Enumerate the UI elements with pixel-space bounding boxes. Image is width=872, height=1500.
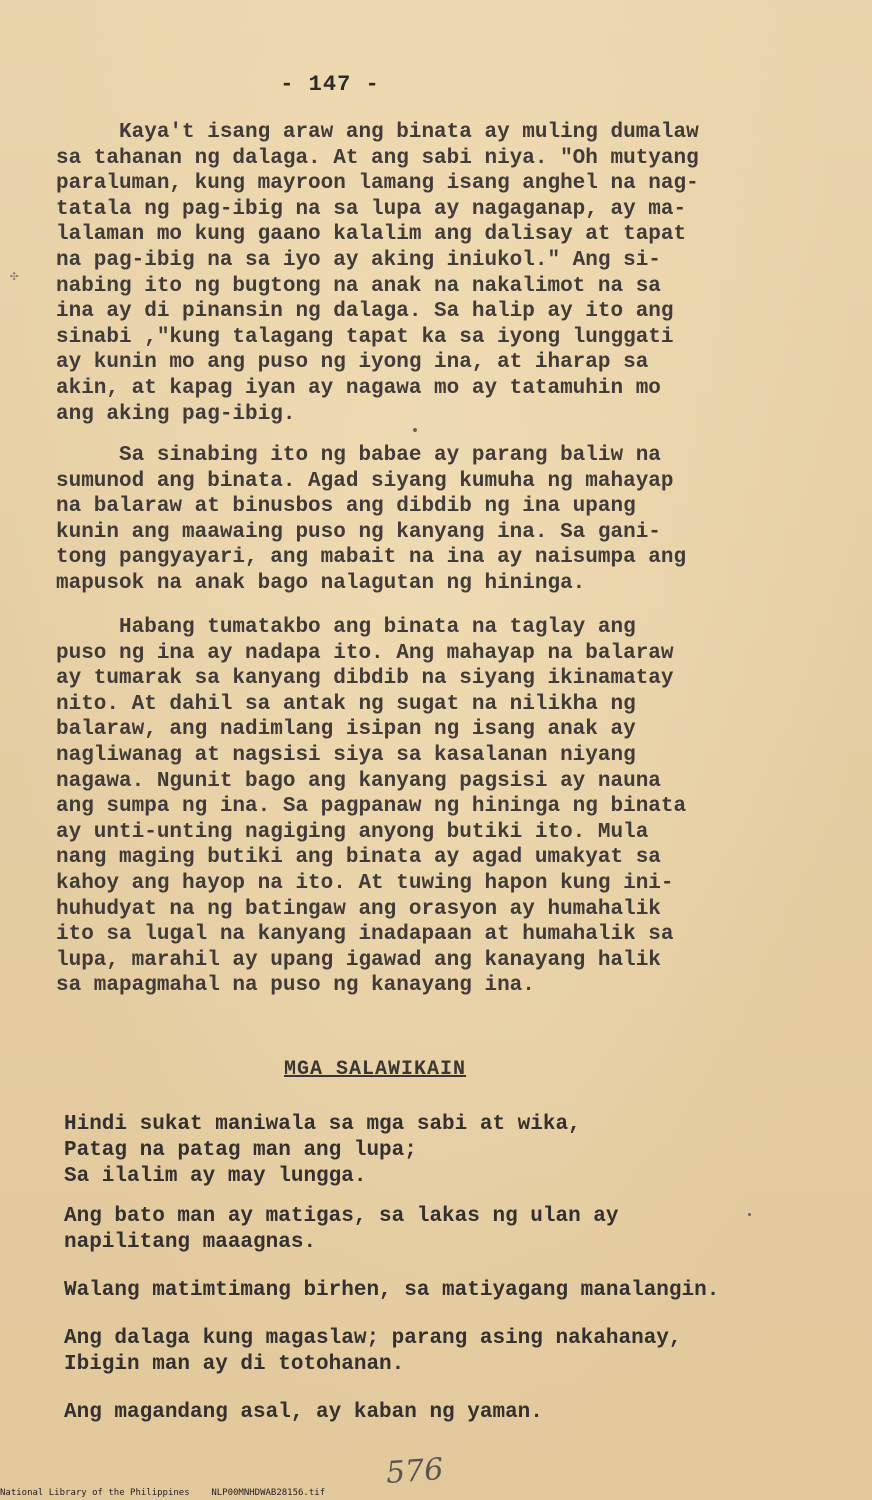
sayings-list — [64, 1112, 824, 1440]
paragraph-2-text: Sa sinabing ito ng babae ay parang baliw na sumunod ang binata. Agad siyang kumuha ng mahayap na balaraw at binusbos ang dibdib ng ina upang kunin ang maawaing puso ng kanyang ina. Sa gani- tong pangyayari, ang mabait na ina ay naisumpa ang mapusok na anak bago nalagutan ng hininga. — [56, 444, 687, 595]
margin-mark-icon: ✣ — [10, 269, 19, 285]
ink-speck — [748, 1213, 751, 1216]
handwritten-page-number: 576 — [384, 1452, 445, 1491]
paragraph-3-text: Habang tumatakbo ang binata na taglay ang puso ng ina ay nadapa ito. Ang mahayap na balaraw ay tumarak sa kanyang dibdib na siyang ikinamatay nito. At dahil sa antak ng sugat na nilikha ng balaraw, ang nadimlang isipan ng isang anak ay nagliwanag at nagsisi siya sa kasalanan niyang nagawa. Ngunit bago ang kanyang pagsisi ay nauna ang sumpa ng ina. Sa pagpanaw ng hininga ng binata ay unti-unting nagiging anyong butiki ito. Mula nang maging butiki ang binata ay agad umakyat sa kahoy ang hayop na ito. At tuwing hapon kung ini- huhudyat na ng batingaw ang orasyon ay humahalik ito sa lugal na kanyang inadapaan at humahalik sa lupa, marahil ay upang igawad ang kanayang halik sa mapagmahal na puso ng kanayang ina. — [56, 616, 687, 998]
saying-item: Ang dalaga kung magaslaw; parang asing nakahanay, Ibigin man ay di totohanan. — [64, 1327, 682, 1376]
saying-item: Hindi sukat maniwala sa mga sabi at wika, Patag na patag man ang lupa; Sa ilalim ay may lungga. — [64, 1113, 581, 1188]
paragraph-2 — [56, 443, 816, 597]
section-heading: MGA SALAWIKAIN — [284, 1058, 467, 1081]
saying-item: Ang bato man ay matigas, sa lakas ng ulan ay napilitang maaagnas. — [64, 1205, 619, 1254]
saying-item: Ang magandang asal, ay kaban ng yaman. — [64, 1401, 543, 1424]
paragraph-1-text: Kaya't isang araw ang binata ay muling dumalaw sa tahanan ng dalaga. At ang sabi niya. "Oh mutyang paraluman, kung mayroon lamang isang anghel na nag- tatala ng pag-ibig na sa lupa ay nagaganap, ay ma- lalaman mo kung gaano kalalim ang dalisay at tapat na pag-ibig na sa iyo ay aking iniukol." Ang si- nabing ito ng bugtong na anak na nakalimot na sa ina ay di pinansin ng dalaga. Sa halip ay ito ang sinabi ,"kung talagang tapat ka sa iyong lunggati ay kunin mo ang puso ng iyong ina, at iharap sa akin, at kapag iyan ay nagawa mo ay tatamuhin mo ang aking pag-ibig. — [56, 121, 699, 426]
scan-footer: National Library of the Philippines NLP00MNHDWAB28156.tif — [0, 1488, 326, 1498]
paragraph-1 — [56, 120, 816, 427]
page-number: - 147 - — [280, 72, 380, 97]
saying-item: Walang matimtimang birhen, sa matiyagang manalangin. — [64, 1279, 720, 1302]
ink-speck — [413, 428, 417, 432]
paragraph-3 — [56, 615, 816, 999]
